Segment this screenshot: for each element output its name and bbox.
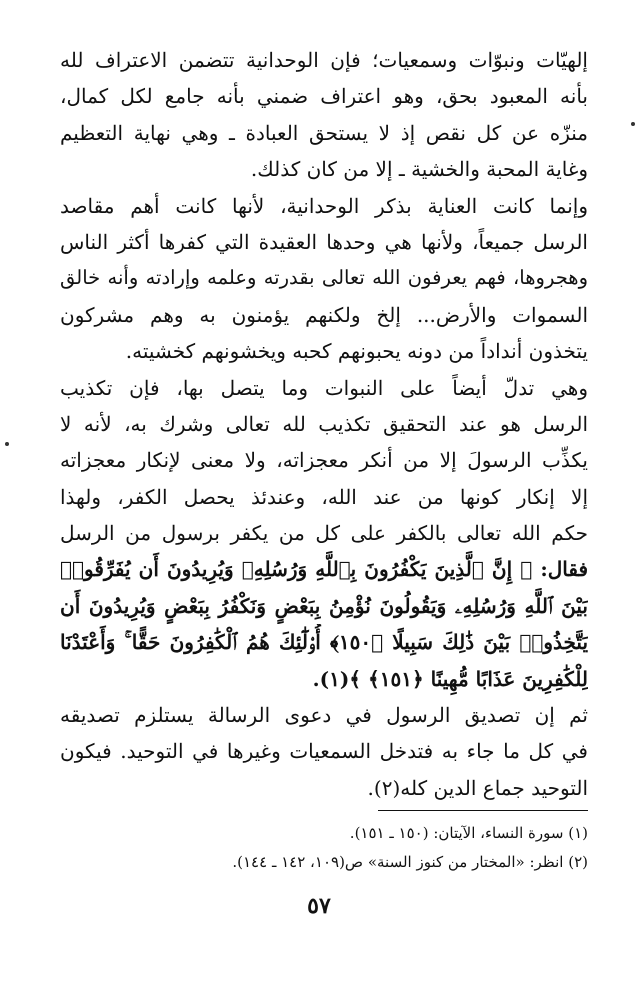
footnote-divider: [378, 810, 588, 811]
text-line: وهجروها، فهم يعرفون الله تعالى بقدرته وعلمه وإرادته وأنه خالق: [60, 266, 588, 290]
footnotes: [60, 810, 588, 877]
quran-verse-line: يَتَّخِذُوا۟ بَيْنَ ذَٰلِكَ سَبِيلًا ﴿١٥٠﴾ أُو۟لَٰٓئِكَ هُمُ ٱلْكَٰفِرُونَ حَقًّا ۚ وَأَعْتَدْنَا: [60, 630, 588, 655]
page-number: ٥٧: [307, 893, 331, 919]
margin-mark: [631, 122, 635, 126]
text-line: الرسل هو عند التحقيق تكذيب لله تعالى وشرك به، لأنه لا: [60, 411, 588, 436]
text-line: بأنه المعبود بحق، وهو اعتراف ضمني بأنه جامع لكل كمال،: [60, 84, 588, 109]
quran-verse-line: فقال: ﴿ إِنَّ ٱلَّذِينَ يَكْفُرُونَ بِٱللَّهِ وَرُسُلِهِۦ وَيُرِيدُونَ أَن يُفَرِّقُوا۟: [60, 557, 588, 582]
text-line: وإنما كانت العناية بذكر الوحدانية، لأنها كانت أهم مقاصد: [60, 193, 588, 218]
text-line: يتخذون أنداداً من دونه يحبونهم كحبه ويخشونهم كخشيته.: [125, 339, 588, 364]
footnote: (٢) انظر: «المختار من كنوز السنة» ص(١٠٩، ١٤٢ ـ ١٤٤).: [232, 853, 588, 871]
footnote: (١) سورة النساء، الآيتان: (١٥٠ ـ ١٥١).: [349, 824, 588, 842]
text-line: السموات والأرض... إلخ ولكنهم يؤمنون به وهم مشركون: [60, 302, 588, 327]
margin-mark: [5, 442, 9, 446]
text-line: وغاية المحبة والخشية ـ إلا من كان كذلك.: [250, 157, 588, 182]
text-line: إلهيّات ونبوّات وسمعيات؛ فإن الوحدانية تتضمن الاعتراف لله: [60, 48, 588, 72]
text-line: إلا إنكار كونها من عند الله، وعندئذ يحصل الكفر، ولهذا: [60, 484, 588, 509]
text-line: في كل ما جاء به فتدخل السمعيات وغيرها في التوحيد. فيكون: [60, 739, 588, 764]
quran-verse-line: لِلْكَٰفِرِينَ عَذَابًا مُّهِينًا ﴿١٥١﴾ ﴾(١).: [312, 666, 588, 691]
text-line: حكم الله تعالى بالكفر على كل من يكفر برسول من الرسل: [60, 521, 588, 546]
text-line: التوحيد جماع الدين كله(٢).: [367, 775, 588, 800]
text-line: ثم إن تصديق الرسول في دعوى الرسالة يستلزم تصديقه: [60, 703, 588, 728]
text-line: منزّه عن كل نقص إذ لا يستحق العبادة ـ وهي نهاية التعظيم: [60, 120, 588, 145]
quran-verse-line: بَيْنَ ٱللَّهِ وَرُسُلِهِۦ وَيَقُولُونَ نُؤْمِنُ بِبَعْضٍ وَنَكْفُرُ بِبَعْضٍ وَيُرِيدُونَ أَن: [60, 593, 588, 618]
text-line: الرسل جميعاً، ولأنها هي وحدها العقيدة التي كفرها أكثر الناس: [60, 229, 588, 254]
page-body: [60, 42, 588, 806]
text-line: يكذِّب الرسولَ إلا من أنكر معجزاته، ولا معنى لإنكار معجزاته: [60, 448, 588, 473]
text-line: وهي تدلّ أيضاً على النبوات وما يتصل بها، فإن تكذيب: [60, 375, 588, 400]
